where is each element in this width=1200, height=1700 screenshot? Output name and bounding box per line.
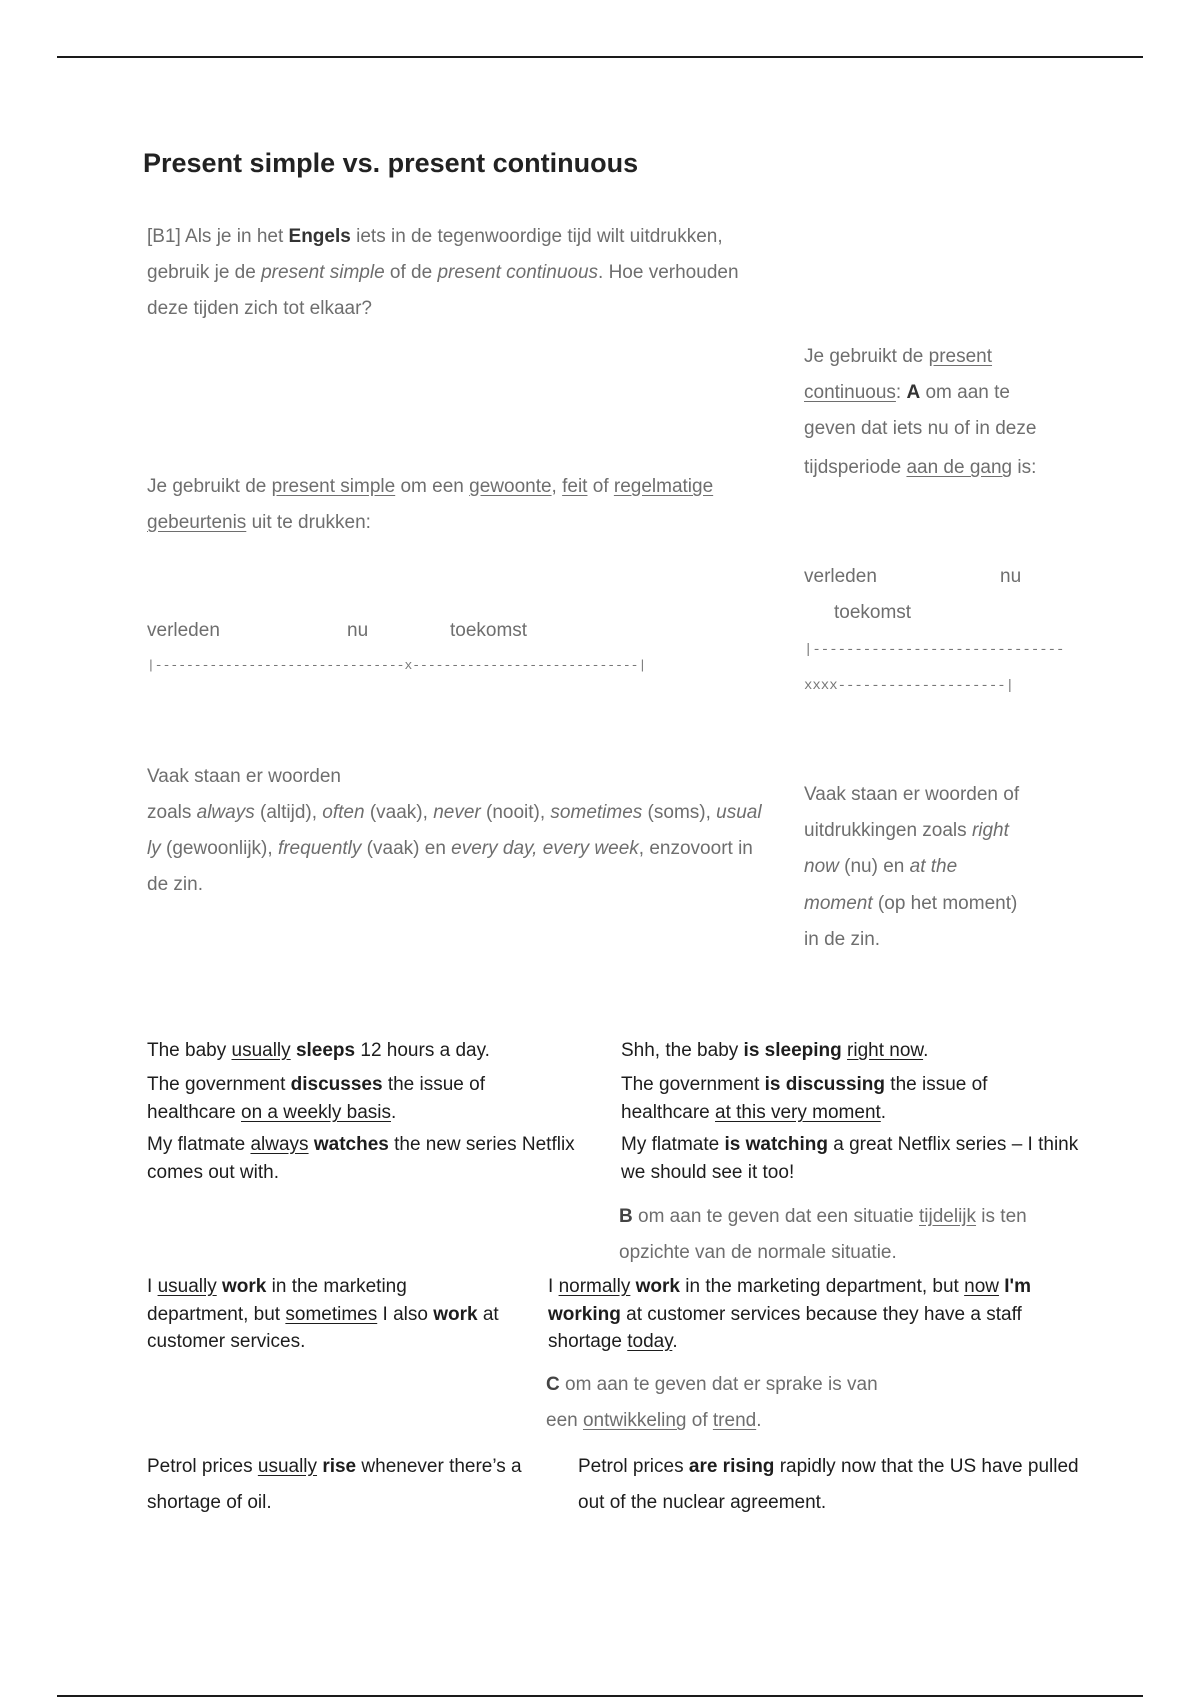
continuous-words-line-5: in de zin.: [804, 929, 881, 950]
continuous-words-line-1: Vaak staan er woorden of: [804, 784, 1020, 805]
simple-words-line-4: de zin.: [147, 874, 203, 895]
example-c-continuous-line-2: out of the nuclear agreement.: [578, 1492, 827, 1513]
simple-words-line-3: ly (gewoonlijk), frequently (vaak) en every day, every week, enzovoort in: [147, 838, 753, 859]
example-b-simple-line-1: I usually work in the marketing: [147, 1276, 407, 1297]
note-b-line-1: B om aan te geven dat een situatie tijdelijk is ten: [619, 1206, 1027, 1227]
example-simple-2-line-1: The government discusses the issue of: [147, 1074, 485, 1095]
simple-use-line-1: Je gebruikt de present simple om een gewoonte, feit of regelmatige: [147, 476, 714, 497]
example-continuous-2-line-1: The government is discussing the issue of: [621, 1074, 988, 1095]
continuous-use-line-3: geven dat iets nu of in deze: [804, 418, 1037, 439]
example-b-simple-line-2: department, but sometimes I also work at: [147, 1304, 499, 1325]
continuous-timeline-now: nu: [1000, 566, 1022, 587]
example-continuous-3-line-1: My flatmate is watching a great Netflix series – I think: [621, 1134, 1079, 1155]
continuous-words-line-4: moment (op het moment): [804, 893, 1018, 914]
example-simple-3-line-1: My flatmate always watches the new series Netflix: [147, 1134, 575, 1155]
continuous-timeline-past: verleden: [804, 566, 877, 587]
example-c-continuous-line-1: Petrol prices are rising rapidly now that the US have pulled: [578, 1456, 1079, 1477]
simple-words-line-2: zoals always (altijd), often (vaak), never (nooit), sometimes (soms), usual: [147, 802, 762, 823]
note-b-line-2: opzichte van de normale situatie.: [619, 1242, 897, 1263]
continuous-timeline-line-2: xxxx--------------------|: [804, 678, 1015, 694]
continuous-use-line-2: continuous: A om aan te: [804, 382, 1010, 403]
simple-words-line-1: Vaak staan er woorden: [147, 766, 341, 787]
continuous-words-line-3: now (nu) en at the: [804, 856, 958, 877]
example-continuous-1: Shh, the baby is sleeping right now.: [621, 1040, 929, 1061]
simple-timeline-past: verleden: [147, 620, 220, 641]
example-continuous-2-line-2: healthcare at this very moment.: [621, 1102, 887, 1123]
intro-line-3: deze tijden zich tot elkaar?: [147, 298, 372, 319]
example-b-continuous-line-2: working at customer services because they have a staff: [548, 1304, 1022, 1325]
top-rule: [57, 56, 1143, 58]
continuous-words-line-2: uitdrukkingen zoals right: [804, 820, 1009, 841]
example-simple-2-line-2: healthcare on a weekly basis.: [147, 1102, 397, 1123]
note-c-line-1: C om aan te geven dat er sprake is van: [546, 1374, 878, 1395]
continuous-timeline-future: toekomst: [834, 602, 912, 623]
example-b-continuous-line-3: shortage today.: [548, 1331, 678, 1352]
example-c-simple-line-2: shortage of oil.: [147, 1492, 272, 1513]
example-simple-1: The baby usually sleeps 12 hours a day.: [147, 1040, 490, 1061]
continuous-use-line-1: Je gebruikt de present: [804, 346, 993, 367]
example-continuous-3-line-2: we should see it too!: [621, 1162, 795, 1183]
simple-timeline-future: toekomst: [450, 620, 528, 641]
continuous-use-line-4: tijdsperiode aan de gang is:: [804, 457, 1037, 478]
page-title: Present simple vs. present continuous: [143, 148, 639, 178]
note-c-line-2: een ontwikkeling of trend.: [546, 1410, 762, 1431]
simple-timeline-now: nu: [347, 620, 369, 641]
example-b-simple-line-3: customer services.: [147, 1331, 306, 1352]
intro-line-2: gebruik je de present simple of de present continuous. Hoe verhouden: [147, 262, 739, 283]
simple-timeline-line: |--------------------------------x-----------------------------|: [147, 658, 647, 673]
continuous-timeline-line-1: |------------------------------: [804, 642, 1065, 658]
bottom-rule: [57, 1695, 1143, 1697]
example-simple-3-line-2: comes out with.: [147, 1162, 279, 1183]
intro-line-1: [B1] Als je in het Engels iets in de tegenwoordige tijd wilt uitdrukken,: [147, 226, 723, 247]
simple-use-line-2: gebeurtenis uit te drukken:: [147, 512, 371, 533]
example-b-continuous-line-1: I normally work in the marketing department, but now I'm: [548, 1276, 1031, 1297]
example-c-simple-line-1: Petrol prices usually rise whenever there’s a: [147, 1456, 522, 1477]
